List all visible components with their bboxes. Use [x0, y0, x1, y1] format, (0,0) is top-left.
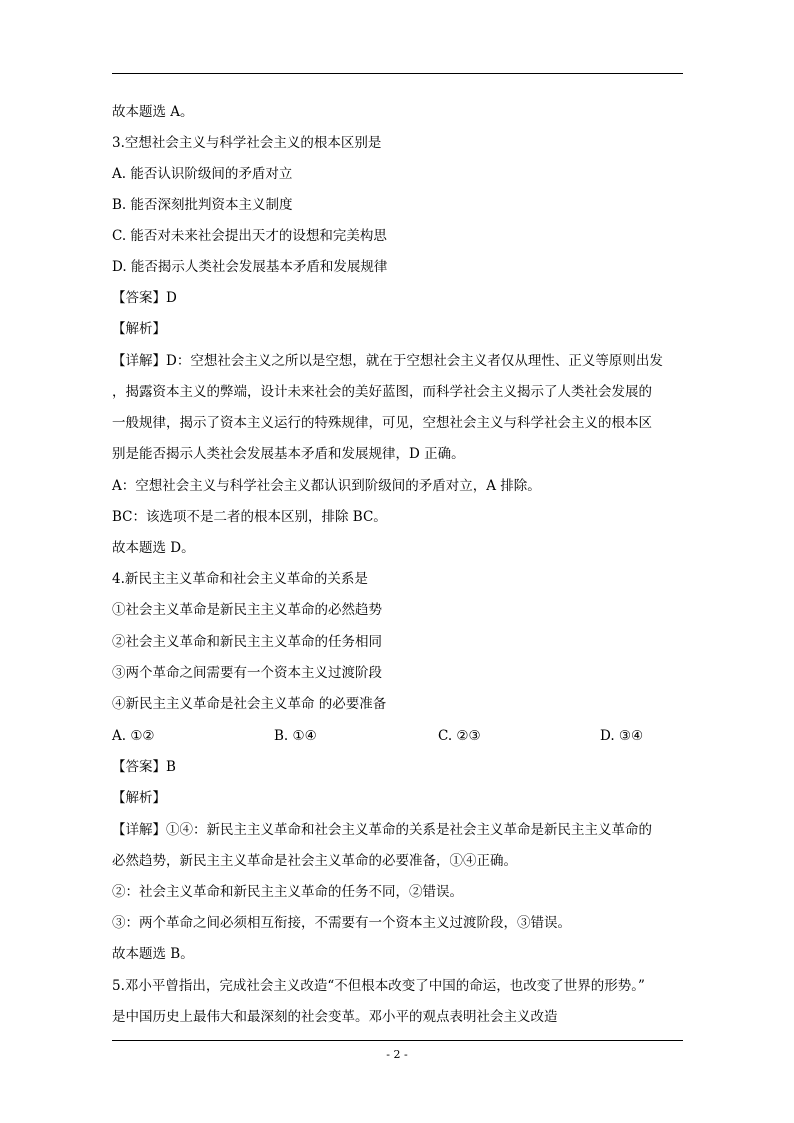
answer-label: 【答案】D	[112, 290, 177, 306]
statement-3: ③两个革命之间需要有一个资本主义过渡阶段	[112, 665, 382, 681]
explanation-line: ③：两个革命之间必须相互衔接，不需要有一个资本主义过渡阶段，③错误。	[112, 915, 571, 931]
option-b: B. 能否深刻批判资本主义制度	[112, 197, 293, 213]
header-rule	[112, 73, 683, 74]
option-d: D. 能否揭示人类社会发展基本矛盾和发展规律	[112, 259, 388, 275]
option-b: B. ①④	[274, 728, 317, 744]
statement-1: ①社会主义革命是新民主主义革命的必然趋势	[112, 602, 382, 618]
text-line: 故本题选 D。	[112, 540, 195, 556]
analysis-label: 【解析】	[112, 790, 166, 806]
text-line: 故本题选 A。	[112, 104, 194, 120]
option-c: C. 能否对未来社会提出天才的设想和完美构思	[112, 228, 387, 244]
question-5-stem: 是中国历史上最伟大和最深刻的社会变革。邓小平的观点表明社会主义改造	[112, 1009, 558, 1025]
question-4-stem: 4.新民主主义革命和社会主义革命的关系是	[112, 571, 368, 587]
answer-label: 【答案】B	[112, 759, 176, 775]
analysis-label: 【解析】	[112, 321, 166, 337]
explanation-line: ②：社会主义革命和新民主主义革命的任务不同，②错误。	[112, 884, 463, 900]
question-3-stem: 3.空想社会主义与科学社会主义的根本区别是	[112, 135, 382, 151]
explanation-line: 一般规律，揭示了资本主义运行的特殊规律，可见，空想社会主义与科学社会主义的根本区	[112, 415, 652, 431]
statement-4: ④新民主主义革命是社会主义革命 的必要准备	[112, 696, 387, 712]
option-a: A. ①②	[112, 728, 155, 744]
explanation-line: 必然趋势，新民主主义革命是社会主义革命的必要准备，①④正确。	[112, 853, 517, 869]
option-c: C. ②③	[438, 728, 481, 744]
question-5-stem: 5.邓小平曾指出，完成社会主义改造“不但根本改变了中国的命运，也改变了世界的形势。”	[112, 978, 645, 994]
footer-rule	[112, 1040, 683, 1041]
explanation-line: 【详解】D：空想社会主义之所以是空想，就在于空想社会主义者仅从理性、正义等原则出发	[112, 353, 663, 369]
explanation-line: 别是能否揭示人类社会发展基本矛盾和发展规律，D 正确。	[112, 446, 465, 462]
explanation-line: 【详解】①④：新民主主义革命和社会主义革命的关系是社会主义革命是新民主主义革命的	[112, 822, 652, 838]
text-line: 故本题选 B。	[112, 946, 194, 962]
page-number: - 2 -	[386, 1048, 408, 1061]
statement-2: ②社会主义革命和新民主主义革命的任务相同	[112, 634, 382, 650]
option-a: A. 能否认识阶级间的矛盾对立	[112, 166, 293, 182]
explanation-line: A：空想社会主义与科学社会主义都认识到阶级间的矛盾对立，A 排除。	[112, 478, 541, 494]
explanation-line: ，揭露资本主义的弊端，设计未来社会的美好蓝图，而科学社会主义揭示了人类社会发展的	[112, 384, 652, 400]
option-d: D. ③④	[600, 728, 644, 744]
explanation-line: BC：该选项不是二者的根本区别，排除 BC。	[112, 509, 387, 525]
